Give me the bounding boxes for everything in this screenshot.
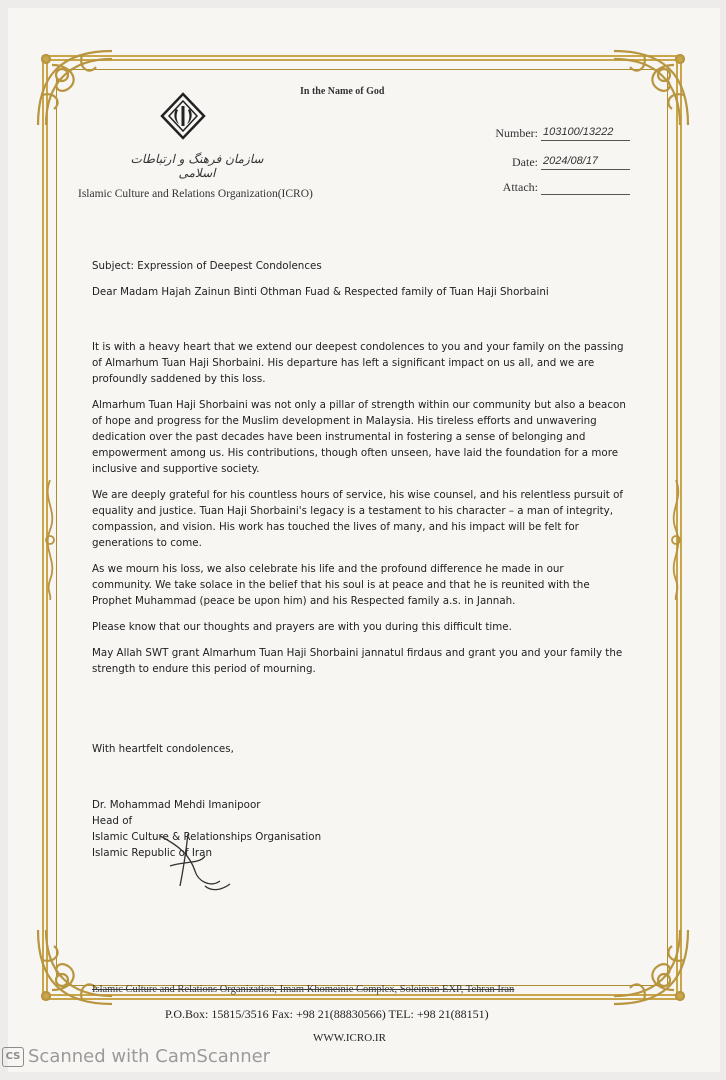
corner-ornament-top-right xyxy=(608,45,694,131)
date-value: 2024/08/17 xyxy=(541,154,630,170)
paragraph: As we mourn his loss, we also celebrate his life and the profound difference he made in our community. We take solace in the belief that his soul is at peace and that he is reunited with the Prophet Muhammad (peace be upon him) and his Respected family a.s. in Jannah. xyxy=(92,563,590,607)
signer-organization: Islamic Culture & Relationships Organisation xyxy=(92,831,322,843)
footer-website: WWW.ICRO.IR xyxy=(313,1032,386,1044)
signer-name: Dr. Mohammad Mehdi Imanipoor xyxy=(92,799,261,811)
iran-emblem-icon xyxy=(160,92,206,140)
date-row xyxy=(470,154,630,170)
paragraph: It is with a heavy heart that we extend our deepest condolences to you and your family on the passing of Almarhum Tuan Haji Shorbaini. His departure has left a significant impact on us all, and we are profoundly saddened by this loss. xyxy=(92,341,624,385)
organization-name-persian: سازمان فرهنگ و ارتباطات اسلامی xyxy=(130,152,264,180)
attach-value xyxy=(541,179,630,195)
footer-address: Islamic Culture and Relations Organization, Imam Khomeinie Complex, Soleiman EXP, Tehran Iran xyxy=(92,984,515,995)
side-ornament-right xyxy=(666,480,686,600)
letter-closing: With heartfelt condolences, xyxy=(92,743,234,755)
number-label: Number: xyxy=(495,126,538,140)
footer-contact: P.O.Box: 15815/3516 Fax: +98 21(88830566) TEL: +98 21(88151) xyxy=(165,1007,489,1021)
side-ornament-left xyxy=(40,480,60,600)
handwritten-signature xyxy=(150,826,250,896)
number-value: 103100/13222 xyxy=(541,125,630,141)
corner-ornament-bottom-left xyxy=(32,924,118,1010)
attach-row xyxy=(470,179,630,195)
date-label: Date: xyxy=(512,155,538,169)
paragraph: Almarhum Tuan Haji Shorbaini was not only a pillar of strength within our community but also a beacon of hope and progress for the Muslim development in Malaysia. His tireless efforts and unwavering dedication over the past decades have been instrumental in fostering a sense of belonging and empowerment among us. His contributions, though often unseen, have laid the foundation for a more inclusive and supportive society. xyxy=(92,399,626,475)
signer-country: Islamic Republic of Iran xyxy=(92,847,212,859)
paragraph: We are deeply grateful for his countless hours of service, his wise counsel, and his relentless pursuit of equality and justice. Tuan Haji Shorbaini's legacy is a testament to his character – a man of integrity, compassion, and vision. His work has touched the lives of many, and his impact will be felt for generations to come. xyxy=(92,489,624,549)
basmala-heading: In the Name of God xyxy=(300,86,385,97)
attach-label: Attach: xyxy=(502,180,538,194)
letter-salutation: Dear Madam Hajah Zainun Binti Othman Fuad & Respected family of Tuan Haji Shorbaini xyxy=(92,286,549,298)
number-row xyxy=(470,125,630,141)
camscanner-watermark xyxy=(2,1046,270,1067)
camscanner-logo-icon: CS xyxy=(2,1047,24,1067)
signer-title: Head of xyxy=(92,815,133,827)
letter-body xyxy=(92,339,626,687)
letter-subject: Subject: Expression of Deepest Condolences xyxy=(92,260,322,272)
corner-ornament-bottom-right xyxy=(608,924,694,1010)
camscanner-text: Scanned with CamScanner xyxy=(28,1046,271,1067)
paragraph: Please know that our thoughts and prayers are with you during this difficult time. xyxy=(92,621,512,633)
paragraph: May Allah SWT grant Almarhum Tuan Haji Shorbaini jannatul firdaus and grant you and your family the strength to endure this period of mourning. xyxy=(92,647,623,675)
organization-name-english: Islamic Culture and Relations Organization(ICRO) xyxy=(78,188,313,200)
corner-ornament-top-left xyxy=(32,45,118,131)
